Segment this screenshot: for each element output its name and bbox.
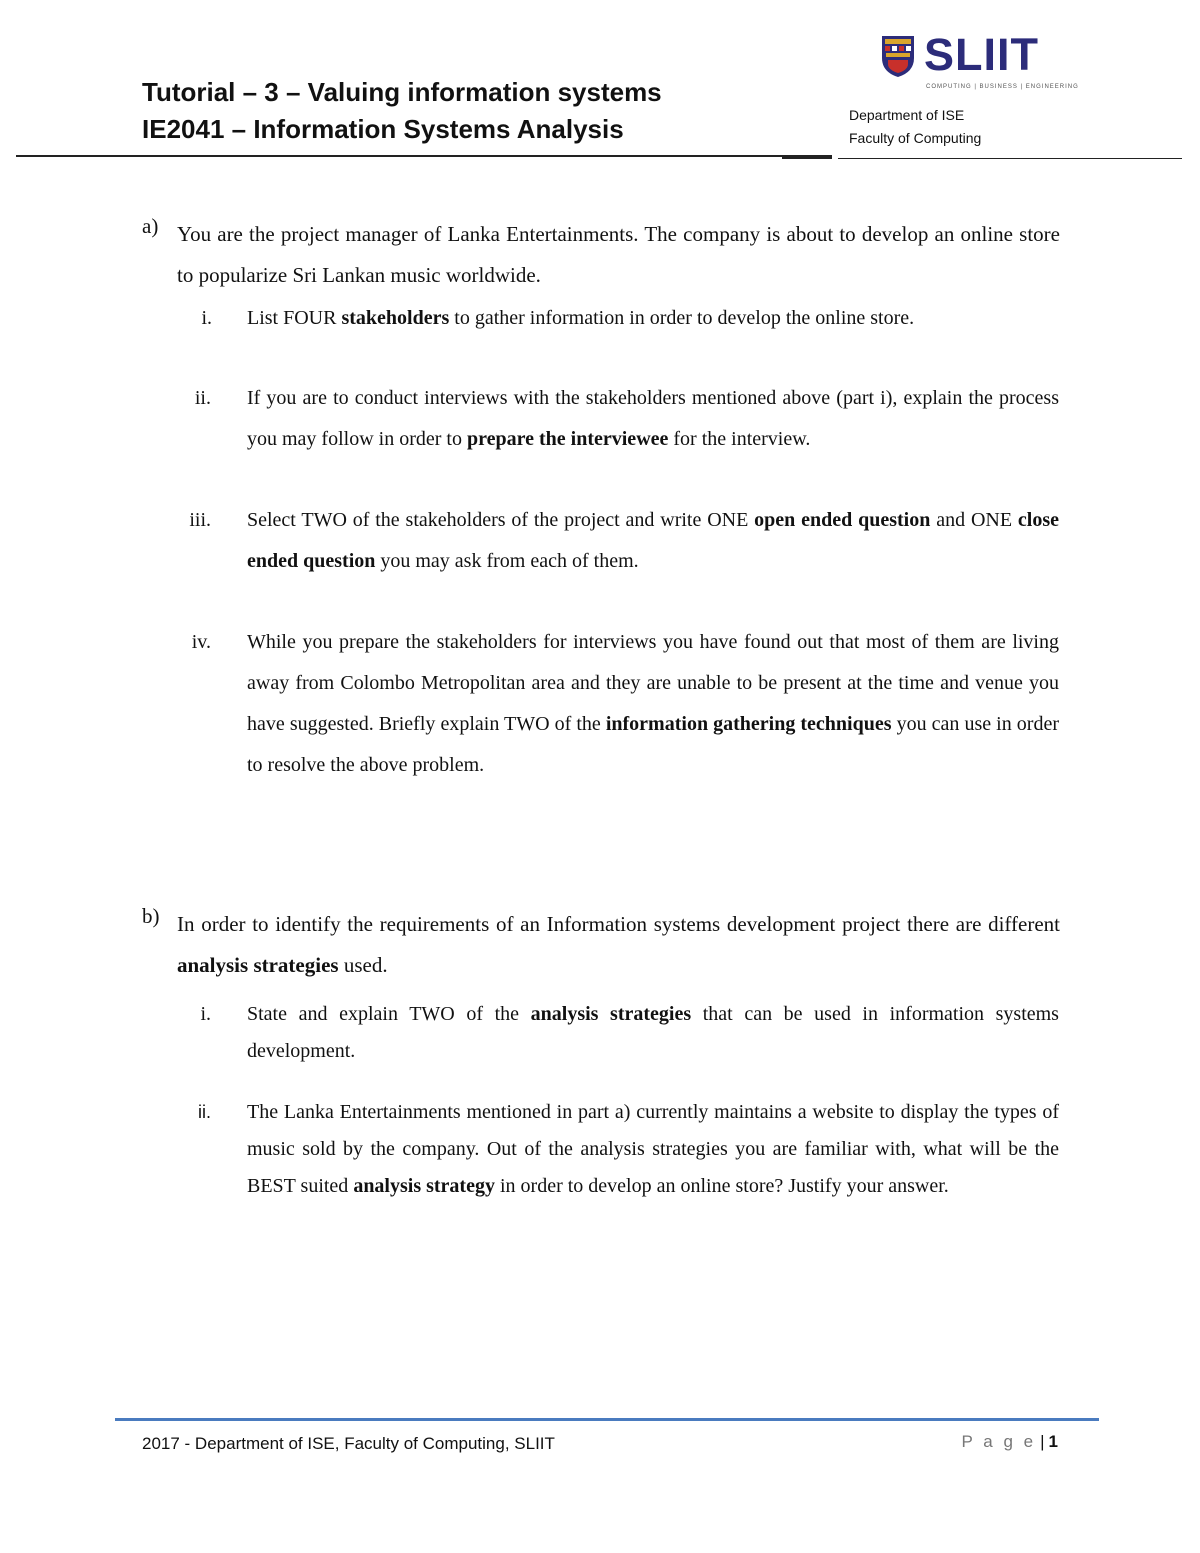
item-number: iv. — [191, 631, 211, 653]
question-b-intro: In order to identify the requirements of an Information systems development project there are different analysis strategies used. — [177, 912, 1060, 977]
bold-term: analysis strategy — [353, 1175, 495, 1197]
question-a-item-i: i. List FOUR stakeholders to gather information in order to develop the online store. — [247, 298, 1059, 339]
bold-term: open ended question — [754, 509, 931, 531]
logo-tagline: COMPUTING | BUSINESS | ENGINEERING — [926, 84, 1079, 90]
page-separator: | — [1040, 1432, 1045, 1451]
page-number — [962, 1432, 1058, 1452]
question-label: b) — [142, 904, 160, 928]
crest-icon — [880, 34, 916, 78]
question-a-intro: You are the project manager of Lanka Entertainments. The company is about to develop an online store to popularize Sri Lankan music worldwide. — [177, 222, 1060, 287]
title-line-1: Tutorial – 3 – Valuing information systems — [142, 77, 662, 107]
bold-term: prepare the interviewee — [466, 428, 669, 450]
sliit-logo — [880, 29, 1079, 94]
item-number: iii. — [189, 509, 211, 531]
faculty-name: Faculty of Computing — [849, 130, 982, 146]
header-rule-accent — [782, 155, 832, 159]
item-number: ii. — [194, 387, 211, 409]
question-b-item-i: i. State and explain TWO of the analysis strategies that can be used in information systems development. — [247, 996, 1059, 1070]
department-name: Department of ISE — [849, 107, 965, 123]
question-a-item-iii: iii. Select TWO of the stakeholders of the project and write ONE open ended question and ONE close ended question you may ask from each of them. — [247, 500, 1059, 582]
page-number-value: 1 — [1048, 1432, 1058, 1451]
question-b-item-ii: ii. The Lanka Entertainments mentioned in part a) currently maintains a website to display the types of music sold by the company. Out of the analysis strategies you are familiar with, what will be the BEST suited analysis strategy in order to develop an online store? Justify your answer. — [247, 1094, 1059, 1205]
document-title — [142, 74, 662, 148]
logo-wordmark: SLIIT — [924, 29, 1039, 80]
question-a-item-ii: ii. If you are to conduct interviews with the stakeholders mentioned above (part i), explain the process you may follow in order to prepare the interviewee for the interview. — [247, 378, 1059, 460]
bold-term: stakeholders — [341, 307, 450, 329]
bold-term: close ended question — [247, 509, 1060, 572]
question-a-item-iv: iv. While you prepare the stakeholders for interviews you have found out that most of them are living away from Colombo Metropolitan area and they are unable to be present at the time and venue you have suggested. Briefly explain TWO of the information gathering techniques you can use in order to resolve the above problem. — [247, 622, 1059, 786]
footer-text: 2017 - Department of ISE, Faculty of Computing, SLIIT — [142, 1434, 555, 1453]
header-rule-right — [838, 158, 1182, 159]
title-line-2: IE2041 – Information Systems Analysis — [142, 114, 624, 144]
item-number: ii. — [198, 1102, 211, 1122]
page-label: P a g e — [961, 1432, 1037, 1451]
item-number: i. — [200, 1003, 211, 1025]
footer-rule — [115, 1418, 1099, 1421]
bold-term: analysis strategies — [177, 953, 339, 977]
department-info — [849, 104, 981, 150]
bold-term: information gathering techniques — [605, 713, 892, 735]
question-label: a) — [142, 214, 159, 238]
header-rule — [16, 155, 832, 157]
bold-term: analysis strategies — [530, 1003, 692, 1025]
item-number: i. — [201, 307, 212, 329]
